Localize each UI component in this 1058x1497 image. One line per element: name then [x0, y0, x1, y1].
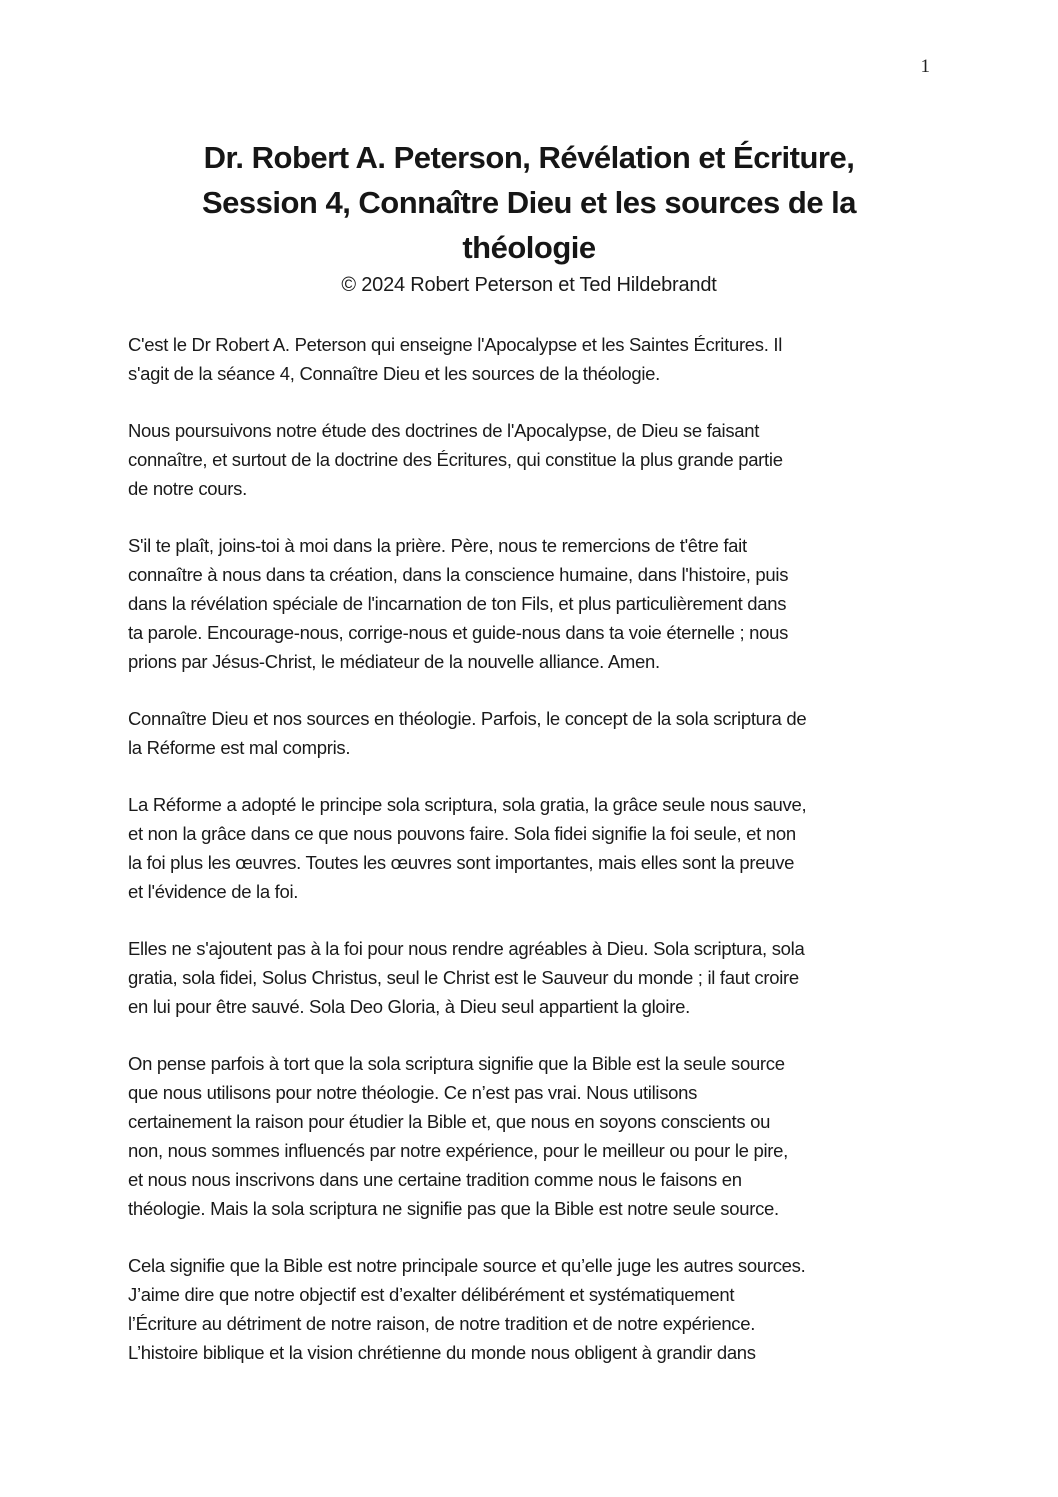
text-line: gratia, sola fidei, Solus Christus, seul le Christ est le Sauveur du monde ; il faut croire: [128, 967, 799, 988]
text-line: connaître, et surtout de la doctrine des Écritures, qui constitue la plus grande partie: [128, 449, 783, 470]
paragraph: [128, 531, 930, 676]
paragraph: [128, 934, 930, 1021]
document-title: [128, 135, 930, 270]
text-line: La Réforme a adopté le principe sola scriptura, sola gratia, la grâce seule nous sauve,: [128, 794, 807, 815]
text-line: Nous poursuivons notre étude des doctrines de l'Apocalypse, de Dieu se faisant: [128, 420, 760, 441]
text-line: de notre cours.: [128, 478, 247, 499]
text-line: la Réforme est mal compris.: [128, 737, 351, 758]
title-line: théologie: [462, 230, 596, 265]
text-line: ta parole. Encourage-nous, corrige-nous et guide-nous dans ta voie éternelle ; nous: [128, 622, 789, 643]
text-line: et l'évidence de la foi.: [128, 881, 299, 902]
text-line: certainement la raison pour étudier la Bible et, que nous en soyons conscients ou: [128, 1111, 771, 1132]
paragraph: [128, 1251, 930, 1367]
text-line: et nous nous inscrivons dans une certaine tradition comme nous le faisons en: [128, 1169, 742, 1190]
paragraph: [128, 790, 930, 906]
text-line: l’Écriture au détriment de notre raison, de notre tradition et de notre expérience.: [128, 1313, 756, 1334]
paragraph: [128, 1049, 930, 1223]
text-line: que nous utilisons pour notre théologie. Ce n’est pas vrai. Nous utilisons: [128, 1082, 698, 1103]
text-line: S'il te plaît, joins-toi à moi dans la prière. Père, nous te remercions de t'être fait: [128, 535, 747, 556]
text-line: C'est le Dr Robert A. Peterson qui enseigne l'Apocalypse et les Saintes Écritures. Il: [128, 334, 783, 355]
text-line: non, nous sommes influencés par notre expérience, pour le meilleur ou pour le pire,: [128, 1140, 788, 1161]
text-line: On pense parfois à tort que la sola scriptura signifie que la Bible est la seule source: [128, 1053, 785, 1074]
text-line: L’histoire biblique et la vision chrétienne du monde nous obligent à grandir dans: [128, 1342, 756, 1363]
text-line: J’aime dire que notre objectif est d’exalter délibérément et systématiquement: [128, 1284, 735, 1305]
text-line: s'agit de la séance 4, Connaître Dieu et les sources de la théologie.: [128, 363, 661, 384]
paragraph: [128, 330, 930, 388]
text-line: la foi plus les œuvres. Toutes les œuvres sont importantes, mais elles sont la preuve: [128, 852, 795, 873]
text-line: théologie. Mais la sola scriptura ne signifie pas que la Bible est notre seule source.: [128, 1198, 779, 1219]
text-line: Cela signifie que la Bible est notre principale source et qu’elle juge les autres sources.: [128, 1255, 806, 1276]
text-line: en lui pour être sauvé. Sola Deo Gloria, à Dieu seul appartient la gloire.: [128, 996, 690, 1017]
body-paragraphs: [128, 330, 930, 1367]
paragraph: [128, 416, 930, 503]
text-line: prions par Jésus-Christ, le médiateur de la nouvelle alliance. Amen.: [128, 651, 660, 672]
text-line: Connaître Dieu et nos sources en théologie. Parfois, le concept de la sola scriptura de: [128, 708, 807, 729]
page-number: 1: [920, 56, 930, 77]
title-line: Dr. Robert A. Peterson, Révélation et Écriture,: [203, 140, 855, 175]
title-line: Session 4, Connaître Dieu et les sources de la: [201, 185, 857, 220]
text-line: et non la grâce dans ce que nous pouvons faire. Sola fidei signifie la foi seule, et non: [128, 823, 796, 844]
text-line: connaître à nous dans ta création, dans la conscience humaine, dans l'histoire, puis: [128, 564, 789, 585]
text-line: Elles ne s'ajoutent pas à la foi pour nous rendre agréables à Dieu. Sola scriptura, sola: [128, 938, 805, 959]
paragraph: [128, 704, 930, 762]
text-line: dans la révélation spéciale de l'incarnation de ton Fils, et plus particulièrement dans: [128, 593, 787, 614]
copyright-line: © 2024 Robert Peterson et Ted Hildebrandt: [341, 274, 717, 296]
